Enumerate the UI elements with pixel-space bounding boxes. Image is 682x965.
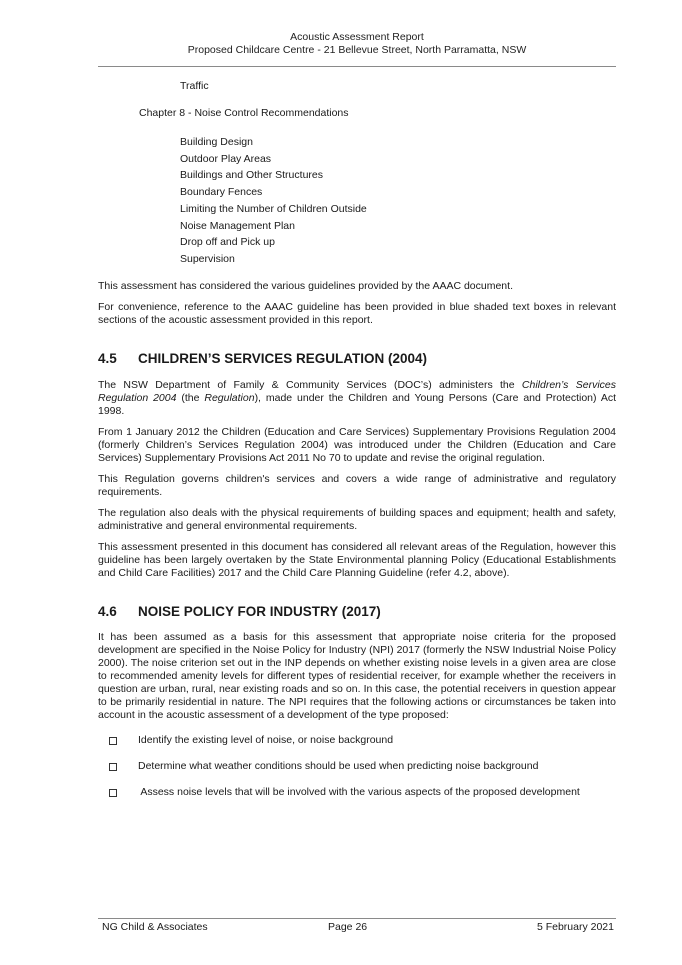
section-4-5-paragraph-3: This Regulation governs children's services and covers a wide range of administrative and regulatory requirements. <box>98 472 616 498</box>
page-number: Page 26 <box>328 921 368 933</box>
regulation-name-italic: Children’s Services Regulation 2004 <box>98 378 616 404</box>
list-item: Drop off and Pick up <box>180 236 275 249</box>
section-4-5-paragraph-1 <box>98 379 616 418</box>
chapter-8-heading: Chapter 8 - Noise Control Recommendations <box>139 107 349 119</box>
list-item: Supervision <box>180 252 235 265</box>
footer-date: 5 February 2021 <box>536 921 614 933</box>
section-number: 4.5 <box>98 350 117 366</box>
bullet-text: Identify the existing level of noise, or noise background <box>138 733 394 746</box>
section-4-5-heading <box>98 351 616 367</box>
header-divider <box>98 66 616 67</box>
bullet-text: Assess noise levels that will be involved with the various aspects of the proposed development <box>138 785 580 798</box>
section-4-5-paragraph-5: This assessment presented in this document has considered all relevant areas of the Regulation, however this guideline has been largely overtaken by the State Environmental planning Policy (Educational Establishments and Child Care Facilities) 2017 and the Child Care Planning Guideline (refer 4.2, above). <box>98 540 616 579</box>
list-item: Building Design <box>180 136 253 148</box>
section-4-5-paragraph-4: The regulation also deals with the physical requirements of building spaces and equipment; health and safety, administrative and general environmental requirements. <box>98 506 616 532</box>
text-run: ), made under the Children and Young Persons (Care and Protection) Act 1998. <box>98 391 616 417</box>
intro-paragraph-1: This assessment has considered the various guidelines provided by the AAAC document. <box>98 279 513 292</box>
text-run: (the <box>176 391 205 404</box>
page-body <box>98 80 616 799</box>
contents-item-traffic: Traffic <box>180 80 209 92</box>
regulation-short-italic: Regulation <box>204 391 255 404</box>
list-item: Buildings and Other Structures <box>180 169 323 182</box>
page-footer <box>102 921 614 934</box>
section-4-6-paragraph-1: It has been assumed as a basis for this assessment that appropriate noise criteria for the proposed development are specified in the Noise Policy for Industry (NPI) 2017 (formerly the NSW Industrial Noise Policy 2000). The noise criterion set out in the INP depends on whether existing noise levels in a given area are close to recommended amenity levels for different types of residential receiver, for example whether the receivers in question are urban, rural, near existing roads and so on. In this case, the potential receivers in question appear to be primarily residential in nature. The NPI requires that the following actions or circumstances be taken into account in the acoustic assessment of a development of the type proposed: <box>98 630 616 721</box>
list-item <box>98 786 616 799</box>
footer-divider <box>98 918 616 919</box>
requirements-list <box>98 734 616 799</box>
list-item <box>98 760 616 773</box>
list-item <box>98 734 616 747</box>
list-item: Boundary Fences <box>180 186 263 199</box>
section-number: 4.6 <box>98 603 117 619</box>
section-title: CHILDREN’S SERVICES REGULATION (2004) <box>138 350 428 366</box>
page-header <box>98 31 616 57</box>
header-project-title: Proposed Childcare Centre - 21 Bellevue Street, North Parramatta, NSW <box>187 44 527 56</box>
chapter-8-list <box>98 134 616 268</box>
footer-company: NG Child & Associates <box>102 921 208 933</box>
text-run: The NSW Department of Family & Community Services (DOC’s) administers the <box>98 378 522 391</box>
bullet-text: Determine what weather conditions should be used when predicting noise background <box>138 759 539 772</box>
list-item: Noise Management Plan <box>180 219 295 232</box>
section-4-5-paragraph-2: From 1 January 2012 the Children (Education and Care Services) Supplementary Provisions Regulation 2004 (formerly Children’s Services Regulation 2004) was introduced under the Children (Education and Care Services) Supplementary Provisions Act 2011 No 70 to update and revise the original regulation. <box>98 425 616 464</box>
checkbox-square-icon <box>109 763 117 771</box>
list-item: Limiting the Number of Children Outside <box>180 202 367 215</box>
section-title: NOISE POLICY FOR INDUSTRY (2017) <box>138 603 381 619</box>
header-report-title: Acoustic Assessment Report <box>290 31 424 43</box>
intro-paragraph-2: For convenience, reference to the AAAC guideline has been provided in blue shaded text boxes in relevant sections of the acoustic assessment provided in this report. <box>98 300 616 326</box>
checkbox-square-icon <box>109 789 117 797</box>
section-4-6-heading <box>98 604 616 620</box>
list-item: Outdoor Play Areas <box>180 152 272 165</box>
checkbox-square-icon <box>109 737 117 745</box>
